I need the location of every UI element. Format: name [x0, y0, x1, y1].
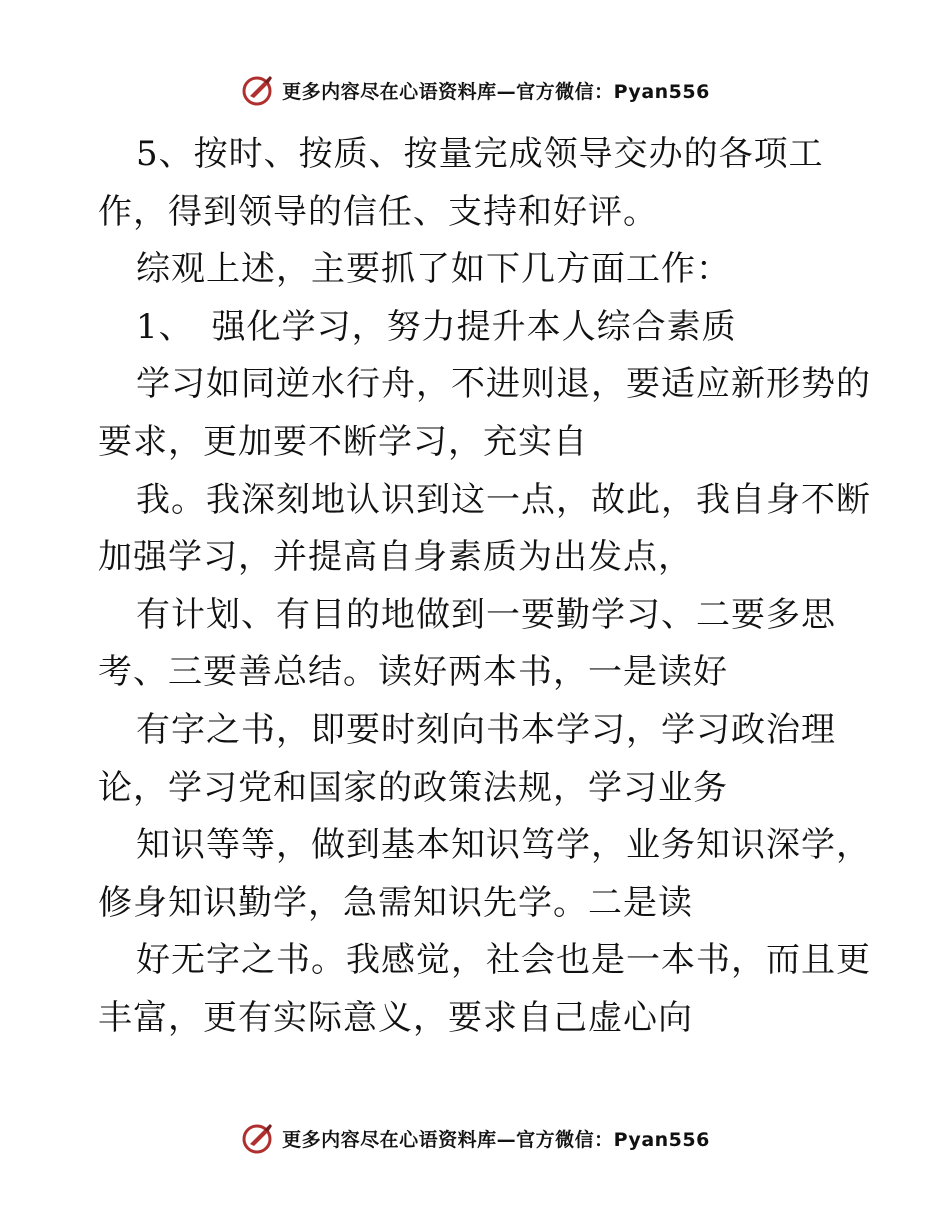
text-line: 好无字之书。我感觉，社会也是一本书，而且更 [136, 940, 871, 981]
pen-logo-icon [240, 72, 276, 108]
text-line: 学习如同逆水行舟，不进则退，要适应新形势的 [136, 364, 871, 405]
text-line: 综观上述，主要抓了如下几方面工作： [136, 249, 731, 290]
text-line: 要求，更加要不断学习，充实自 [98, 421, 588, 462]
pen-logo-icon [240, 1120, 276, 1156]
section-heading: 1、 强化学习，努力提升本人综合素质 [136, 306, 737, 347]
text-line: 有计划、有目的地做到一要勤学习、二要多思 [136, 594, 836, 635]
text-line: 知识等等，做到基本知识笃学，业务知识深学， [136, 825, 871, 866]
text-line: 作，得到领导的信任、支持和好评。 [98, 191, 658, 232]
text-line: 加强学习，并提高自身素质为出发点， [98, 537, 693, 578]
text-line: 5、按时、按质、按量完成领导交办的各项工 [136, 134, 824, 174]
text-line: 我。我深刻地认识到这一点，故此，我自身不断 [136, 479, 871, 520]
text-line: 丰富，更有实际意义，要求自己虚心向 [98, 997, 693, 1038]
text-line: 论，学习党和国家的政策法规，学习业务 [98, 767, 728, 808]
document-body [98, 126, 871, 1048]
text-line: 修身知识勤学，急需知识先学。二是读 [98, 882, 693, 923]
header-banner-text: 更多内容尽在心语资料库—官方微信：Pyan556 [282, 80, 710, 103]
text-line: 有字之书，即要时刻向书本学习，学习政治理 [136, 709, 836, 750]
footer-banner-text: 更多内容尽在心语资料库—官方微信：Pyan556 [282, 1128, 710, 1151]
header-banner [0, 70, 950, 110]
footer-banner [0, 1118, 950, 1158]
text-line: 考、三要善总结。读好两本书，一是读好 [98, 652, 728, 693]
